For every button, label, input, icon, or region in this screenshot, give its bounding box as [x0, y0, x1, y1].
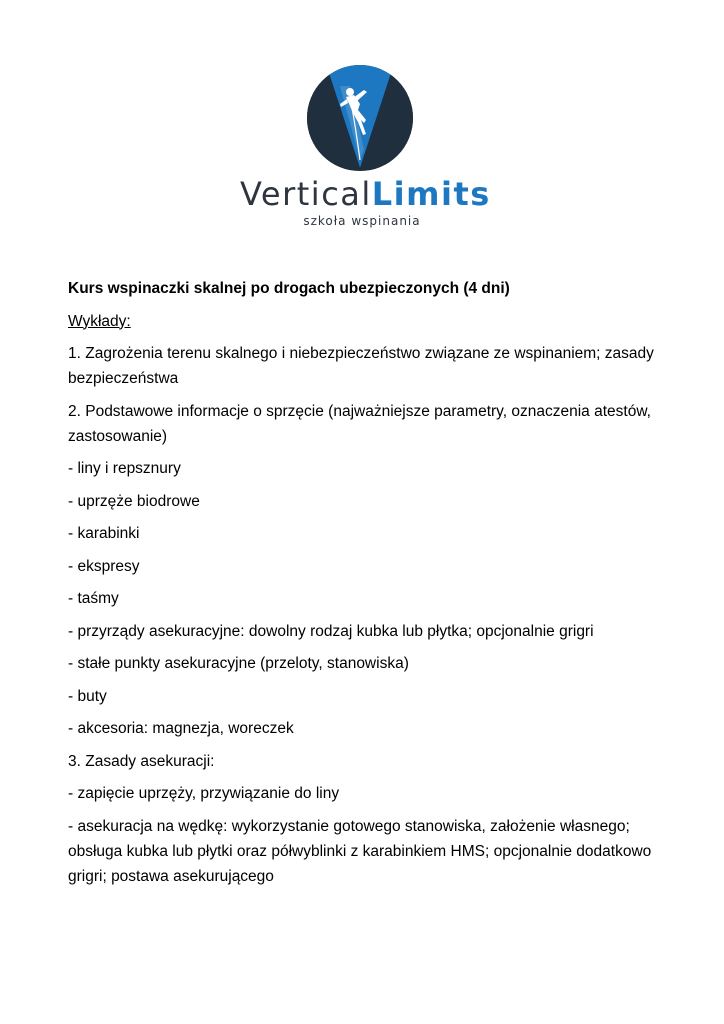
section-heading-lectures: Wykłady:	[68, 312, 131, 330]
climber-emblem-icon	[306, 64, 414, 172]
paragraph: 3. Zasady asekuracji:	[68, 752, 215, 770]
logo-tagline: szkoła wspinania	[303, 214, 421, 228]
list-item: - ekspresy	[68, 557, 140, 575]
list-item: - taśmy	[68, 590, 119, 607]
list-item: - zapięcie uprzęży, przywiązanie do liny	[68, 785, 340, 802]
list-item: - buty	[68, 687, 107, 705]
list-item: - karabinki	[68, 525, 140, 542]
paragraph: 2. Podstawowe informacje o sprzęcie (najważniejsze parametry, oznaczenia atestów, zastosowanie)	[68, 402, 651, 445]
list-item: - uprzęże biodrowe	[68, 492, 200, 510]
list-item: - akcesoria: magnezja, woreczek	[68, 720, 294, 737]
logo-wordmark-vertical: Vertical	[240, 175, 372, 213]
list-item: - przyrządy asekuracyjne: dowolny rodzaj kubka lub płytka; opcjonalnie grigri	[68, 622, 594, 640]
vertical-limits-logo	[240, 64, 491, 234]
document-body	[68, 276, 668, 896]
paragraph: 1. Zagrożenia terenu skalnego i niebezpieczeństwo związane ze wspinaniem; zasady bezpieczeństwa	[68, 345, 654, 387]
list-item: - liny i repsznury	[68, 460, 181, 477]
logo-wordmark-limits: Limits	[371, 175, 491, 213]
logo-wordmark	[240, 174, 491, 214]
list-item: - stałe punkty asekuracyjne (przeloty, stanowiska)	[68, 655, 409, 672]
document-title: Kurs wspinaczki skalnej po drogach ubezpieczonych (4 dni)	[68, 280, 510, 297]
list-item: - asekuracja na wędkę: wykorzystanie gotowego stanowiska, założenie własnego; obsługa kubka lub płytki oraz półwyblinki z karabinkiem HMS; opcjonalnie dodatkowo grigri; postawa asekurującego	[68, 817, 652, 885]
